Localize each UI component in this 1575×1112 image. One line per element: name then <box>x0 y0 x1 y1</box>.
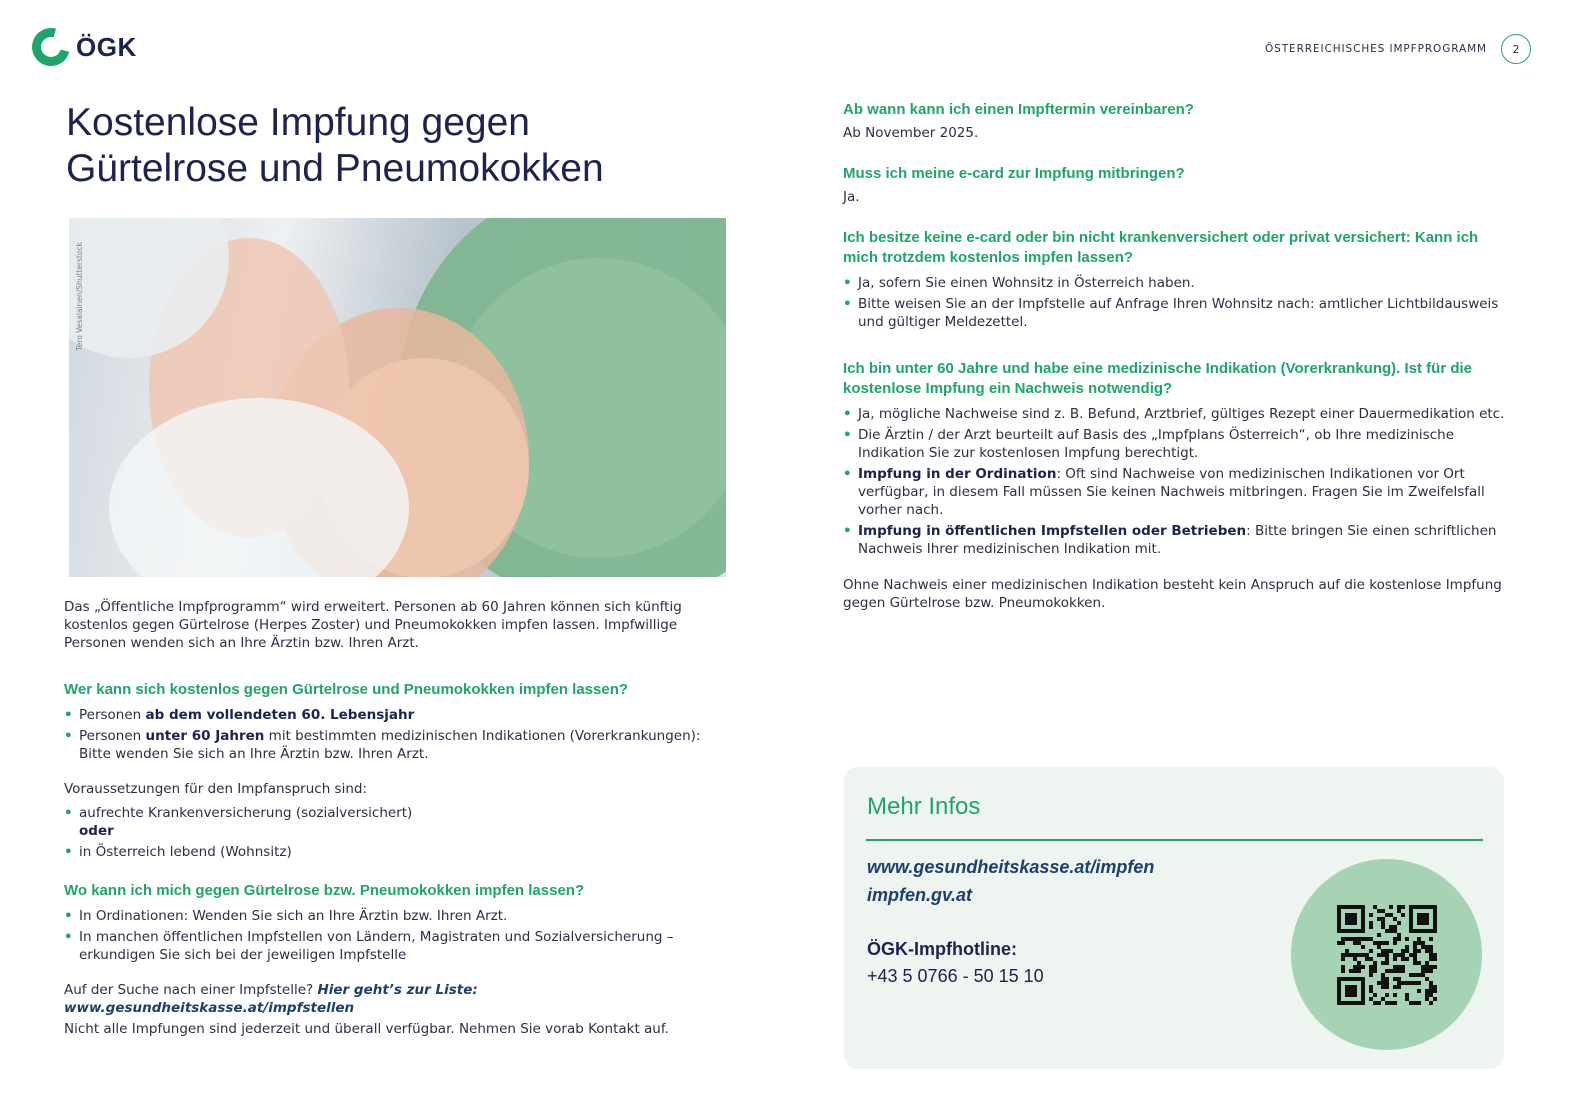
answer-ecard: Ja. <box>843 189 860 205</box>
question-indication: Ich bin unter 60 Jahre und habe eine medizinische Indikation (Vorerkrankung). Ist für die kostenlose Impfung ein Nachweis notwendig? <box>843 360 1473 397</box>
brand-name: ÖGK <box>76 31 137 62</box>
list-item: • In Ordinationen: Wenden Sie sich an Ihre Ärztin bzw. Ihren Arzt. <box>64 907 734 925</box>
list-item: • in Österreich lebend (Wohnsitz) <box>64 843 734 861</box>
list-item: • Personen ab dem vollendeten 60. Lebensjahr <box>64 706 734 724</box>
no-ecard-list <box>843 274 1508 331</box>
prerequisites-intro: Voraussetzungen für den Impfanspruch sind: <box>64 781 368 797</box>
more-info-title: Mehr Infos <box>867 793 981 820</box>
intro-text: Das „Öffentliche Impfprogramm“ wird erweitert. Personen ab 60 Jahren können sich künftig kostenlos gegen Gürtelrose (Herpes Zoster) und Pneumokokken impfen lassen. Impfwillige Personen wenden sich an Ihre Ärztin bzw. Ihren Arzt. <box>64 599 682 651</box>
list-item: • Personen unter 60 Jahren mit bestimmten medizinischen Indikationen (Vorerkrankungen): Bitte wenden Sie sich an Ihre Ärztin bzw. Ihren Arzt. <box>64 727 734 763</box>
more-info-box <box>844 767 1504 1069</box>
left-column <box>64 100 734 1038</box>
qr-code-badge <box>1291 859 1482 1050</box>
list-item: • Impfung in der Ordination: Oft sind Nachweise von medizinischen Indikationen vor Ort verfügbar, in diesem Fall müssen Sie keinen Nachweis mitbringen. Fragen Sie im Zweifelsfall vorher nach. <box>843 465 1508 519</box>
question-who: Wer kann sich kostenlos gegen Gürtelrose und Pneumokokken impfen lassen? <box>64 681 629 698</box>
prerequisites-list <box>64 804 734 861</box>
gesundheitskasse-link[interactable]: www.gesundheitskasse.at/impfen <box>867 857 1155 877</box>
page-header <box>1265 34 1531 64</box>
photo-credit: Tero Vesalainen/Shutterstock <box>75 242 84 351</box>
question-when: Ab wann kann ich einen Impftermin vereinbaren? <box>843 101 1194 118</box>
list-item: • Ja, mögliche Nachweise sind z. B. Befund, Arztbrief, gültiges Rezept einer Dauermedikation etc. <box>843 405 1508 423</box>
impfen-gv-link[interactable]: impfen.gv.at <box>867 885 973 905</box>
who-list <box>64 706 734 763</box>
where-list <box>64 907 734 964</box>
faq-item <box>843 359 1508 558</box>
page-number: 2 <box>1501 34 1531 64</box>
list-item: • Die Ärztin / der Arzt beurteilt auf Basis des „Impfplans Österreich“, ob Ihre medizinische Indikation Sie zur kostenlosen Impfung berechtigt. <box>843 426 1508 462</box>
question-where: Wo kann ich mich gegen Gürtelrose bzw. Pneumokokken impfen lassen? <box>64 882 585 899</box>
question-no-ecard: Ich besitze keine e-card oder bin nicht krankenversichert oder privat versichert: Kann ich mich trotzdem kostenlos impfen lassen? <box>843 229 1479 266</box>
vaccination-photo <box>69 218 726 577</box>
list-item: • Impfung in öffentlichen Impfstellen oder Betrieben: Bitte bringen Sie einen schriftlichen Nachweis Ihrer medizinischen Indikation mit. <box>843 522 1508 558</box>
list-item: • Ja, sofern Sie einen Wohnsitz in Österreich haben. <box>843 274 1508 292</box>
title-line-1: Kostenlose Impfung gegen <box>66 101 531 144</box>
availability-note: Nicht alle Impfungen sind jederzeit und überall verfügbar. Nehmen Sie vorab Kontakt auf. <box>64 1021 669 1037</box>
search-text: Auf der Suche nach einer Impfstelle? Hier geht’s zur Liste: www.gesundheitskasse.at/impfstellen <box>64 982 478 1016</box>
faq-item <box>843 100 1508 142</box>
faq-item <box>843 164 1508 206</box>
title-line-2: Gürtelrose und Pneumokokken <box>66 147 604 190</box>
qr-code-icon[interactable] <box>1337 905 1437 1005</box>
page-title <box>66 100 734 192</box>
hotline-label: ÖGK-Impfhotline: <box>867 939 1017 959</box>
oegk-ring-icon <box>25 21 77 73</box>
indication-note: Ohne Nachweis einer medizinischen Indikation besteht kein Anspruch auf die kostenlose Impfung gegen Gürtelrose bzw. Pneumokokken. <box>843 577 1502 611</box>
question-ecard: Muss ich meine e-card zur Impfung mitbringen? <box>843 165 1185 182</box>
list-item: • aufrechte Krankenversicherung (sozialversichert) oder <box>64 804 734 840</box>
hotline-number[interactable]: +43 5 0766 - 50 15 10 <box>867 966 1044 986</box>
answer-when: Ab November 2025. <box>843 125 979 141</box>
list-item: • In manchen öffentlichen Impfstellen von Ländern, Magistraten und Sozialversicherung – erkundigen Sie sich bei der jeweiligen Impfstelle <box>64 928 734 964</box>
faq-item <box>843 228 1508 331</box>
oegk-logo <box>32 28 137 66</box>
divider <box>866 839 1483 841</box>
right-column <box>843 100 1508 612</box>
program-title: ÖSTERREICHISCHES IMPFPROGRAMM <box>1265 43 1487 55</box>
impfstellen-link[interactable]: Hier geht’s zur Liste: www.gesundheitskasse.at/impfstellen <box>64 982 478 1016</box>
list-item: • Bitte weisen Sie an der Impfstelle auf Anfrage Ihren Wohnsitz nach: amtlicher Lichtbildausweis und gültiger Meldezettel. <box>843 295 1508 331</box>
indication-list <box>843 405 1508 558</box>
